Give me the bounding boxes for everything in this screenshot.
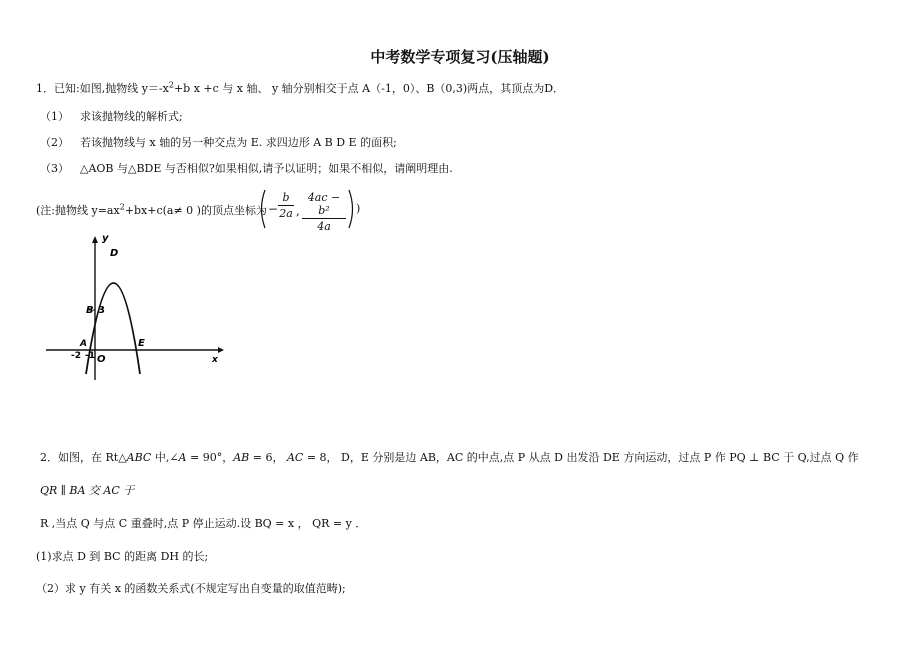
q1-intro-sup: 2 <box>168 80 174 90</box>
q1-part2-num: （2） <box>40 136 69 149</box>
q2-line1-c: = 90°， <box>186 451 234 464</box>
right-paren <box>349 190 353 228</box>
frac2-den: 4a <box>317 220 331 233</box>
q2-line1-b: 中,∠ <box>151 451 179 464</box>
q2-sub2: （2）求 y 有关 x 的函数关系式(不规定写出自变量的取值范畴); <box>36 582 346 595</box>
q1-part3-num: （3） <box>40 162 69 175</box>
axis-label-y: y <box>102 233 109 244</box>
frac2-bar <box>302 218 346 219</box>
parabola-graph <box>40 232 230 382</box>
q2-line1-a: 2．如图，在 Rt△ <box>40 451 127 464</box>
point-label-B: B <box>86 305 94 316</box>
q1-note-sup: 2 <box>119 202 125 212</box>
frac1-den: 2a <box>279 207 293 220</box>
point-label-D: D <box>110 248 119 259</box>
frac2-num: 4ac − b² <box>307 191 341 217</box>
q1-intro-b: +b x +c 与 x 轴、 y 轴分别相交于点 A（-1，0）、B（0,3)两点，其顶点为D． <box>173 82 565 95</box>
q1-part1-num: （1） <box>40 110 69 123</box>
q2-abc: ABC <box>126 451 152 464</box>
origin-label-O: O <box>97 354 106 365</box>
point-label-A: A <box>80 339 87 349</box>
q2-ab: AB <box>233 451 250 464</box>
q1-intro <box>36 80 564 96</box>
x-axis-arrow <box>218 347 224 353</box>
q2-line1 <box>40 449 859 465</box>
tick-label-neg1: -1 <box>85 351 95 361</box>
q2-sub1: (1)求点 D 到 BC 的距离 DH 的长; <box>36 550 209 563</box>
tick-label-3: 3 <box>98 305 105 316</box>
q1-note <box>36 202 267 218</box>
tick-label-neg2: -2 <box>71 351 81 361</box>
formula-comma: , <box>296 204 300 218</box>
q2-line1-d: = 6， <box>249 451 287 464</box>
q2-line1-e: = 8， D，E 分别是边 AB，AC 的中点,点 P 从点 D 出发沿 DE 方向运动，过点 P 作 PQ ⊥ BC 于 Q,过点 Q 作 <box>303 451 859 464</box>
q1-note-a: (注:抛物线 y=ax <box>36 204 120 217</box>
q2-angle-a: A <box>178 451 187 464</box>
q2-line3: R ,当点 Q 与点 C 重叠时,点 P 停止运动.设 BQ = x ， QR = y ． <box>40 517 367 530</box>
q1-intro-a: 1．已知:如图,抛物线 y＝-x <box>36 82 169 95</box>
q1-note-close: ) <box>356 202 361 215</box>
axis-label-x: x <box>212 355 218 365</box>
frac1-num: b <box>282 191 290 204</box>
page-title: 中考数学专项复习(压轴题) <box>370 48 550 66</box>
q1-part1-text: 求该抛物线的解析式; <box>80 110 183 123</box>
q1-part3-text: △AOB 与△BDE 与否相似?如果相似,请予以证明；如果不相似，请阐明理由. <box>80 162 453 175</box>
formula-frac-1 <box>278 191 294 220</box>
frac1-bar <box>278 205 294 206</box>
q2-line2: QR ∥ BA 交 AC 于 <box>40 484 135 497</box>
q1-note-b: +bx+c(a≠ 0 )的顶点坐标为 <box>124 204 267 217</box>
q2-ac: AC <box>286 451 304 464</box>
left-paren <box>262 190 266 228</box>
formula-frac-2 <box>302 191 346 233</box>
y-axis-arrow <box>92 236 98 243</box>
vertex-formula <box>258 188 356 233</box>
point-label-E: E <box>138 338 145 349</box>
formula-minus: − <box>268 202 279 216</box>
q1-part2-text: 若该抛物线与 x 轴的另一种交点为 E. 求四边形 A B D E 的面积; <box>80 136 397 149</box>
